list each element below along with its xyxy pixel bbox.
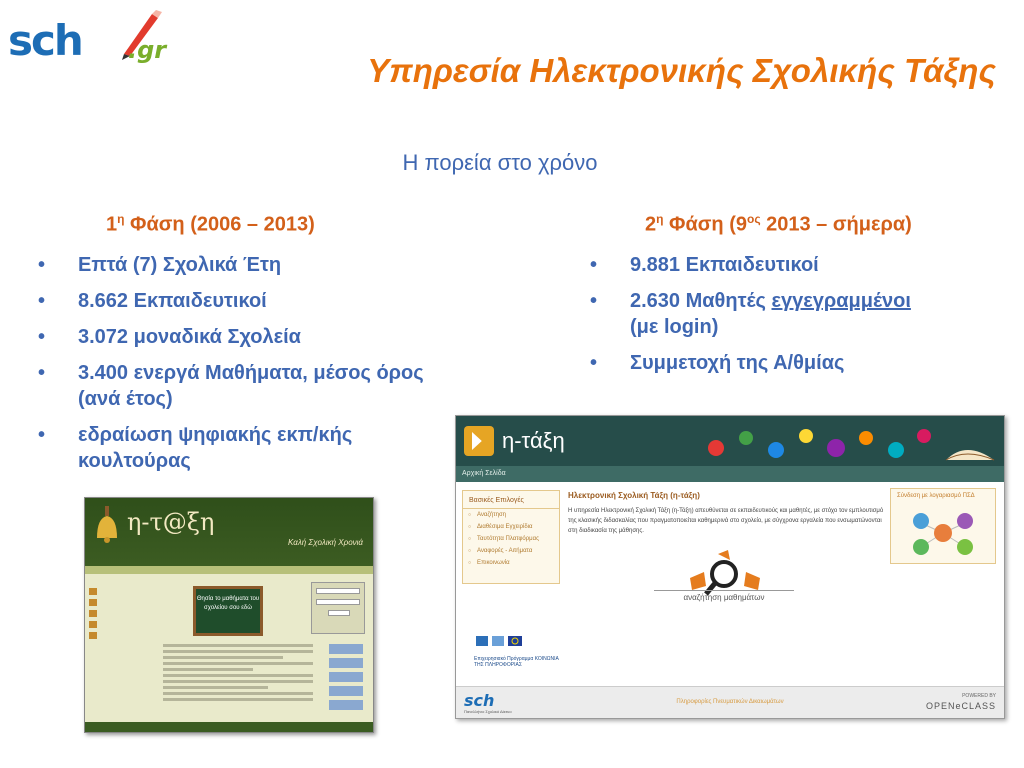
sidebar-item: [89, 597, 155, 608]
login-link[interactable]: Σύνδεση: [897, 493, 921, 499]
bullet-icon: •: [590, 290, 598, 312]
bullet-icon: •: [590, 352, 598, 374]
logo-gr-text: .gr: [128, 36, 167, 64]
new-site-footer: [456, 686, 1004, 719]
phase1-number: 1: [106, 213, 118, 236]
bullet-text: Συμμετοχή της Α/θμίας: [630, 352, 845, 374]
old-site-sidebar: [89, 586, 155, 641]
phase1-bullets: [38, 252, 438, 484]
menu-item-search[interactable]: ○ Αναζήτηση: [463, 509, 559, 521]
old-site-footer: [85, 722, 373, 732]
powered-by-label: POWERED BY: [962, 693, 996, 699]
new-site-heading: Ηλεκτρονική Σχολική Τάξη (η-τάξη): [568, 491, 700, 500]
phase2-range-end: 2013 – σήμερα): [760, 213, 912, 236]
old-site-login-box: [311, 582, 365, 634]
list-item: [38, 324, 438, 350]
bullet-text: εδραίωση ψηφιακής εκπ/κής κουλτούρας: [78, 424, 353, 472]
bell-icon: [93, 506, 121, 546]
phase2-bullets: [590, 252, 990, 386]
menu-item-reports[interactable]: ○ Αναφορές - Αιτήματα: [463, 545, 559, 557]
play-logo-icon: [464, 426, 494, 456]
bullet-icon: •: [38, 254, 46, 276]
login-text: [891, 489, 995, 503]
phase2-range-start: Φάση (9: [663, 213, 747, 236]
list-item: [590, 252, 990, 278]
bullet-icon: •: [590, 254, 598, 276]
list-item: [38, 422, 418, 474]
new-site-screenshot: [455, 415, 1005, 719]
bullet-icon: •: [38, 290, 46, 312]
sidebar-item: [89, 586, 155, 597]
list-item: [38, 288, 438, 314]
menu-title: Βασικές Επιλογές: [463, 491, 559, 509]
footer-sch-logo[interactable]: sch: [464, 691, 495, 710]
login-account-text: με λογαριασμό ΠΣΔ: [920, 493, 975, 499]
bullet-text: 3.400 ενεργά Μαθήματα, μέσος όρος (ανά έτος): [78, 362, 424, 410]
users-network-icon: [891, 503, 995, 559]
old-site-tagline: Καλή Σχολική Χρονιά: [288, 538, 363, 547]
list-item: [38, 360, 438, 412]
bullet-text: 2.630 Μαθητές: [630, 290, 772, 312]
login-box: [890, 488, 996, 564]
registered-word: εγγεγραμμένοι: [771, 290, 911, 312]
bullet-text-login: (με login): [630, 316, 719, 338]
chalkboard: Θησία το μαθήματα του σχολείου σου εδώ: [193, 586, 263, 636]
menu-item-manuals[interactable]: ○ Διαθέσιμα Εγχειρίδια: [463, 521, 559, 533]
menu-item-platform[interactable]: ○ Ταυτότητα Πλατφόρμας: [463, 533, 559, 545]
bullet-text: 8.662 Εκπαιδευτικοί: [78, 290, 267, 312]
page-subtitle: Η πορεία στο χρόνο: [402, 150, 598, 175]
logo-sch-text: sch: [8, 16, 82, 65]
openeclass-logo[interactable]: OPENeCLASS: [925, 701, 996, 711]
list-item: [590, 350, 990, 376]
bullet-text: Επτά (7) Σχολικά Έτη: [78, 254, 282, 276]
phase1-ordinal: η: [117, 212, 125, 226]
list-item: [590, 288, 990, 340]
sidebar-item: [89, 619, 155, 630]
sidebar-item: [89, 608, 155, 619]
page-title: Υπηρεσία Ηλεκτρονικής Σχολικής Τάξης: [367, 52, 996, 89]
bullet-text: 9.881 Εκπαιδευτικοί: [630, 254, 819, 276]
education-icons-decoration: [696, 420, 996, 464]
phase1-range: Φάση (2006 – 2013): [124, 213, 315, 236]
phase2-ordinal: η: [656, 212, 664, 226]
copyright-link[interactable]: Πληροφορίες Πνευματικών Δικαιωμάτων: [676, 699, 784, 705]
old-site-screenshot: [84, 497, 374, 733]
new-site-logo: η-τάξη: [502, 428, 565, 453]
menu-item-contact[interactable]: ○ Επικοινωνία: [463, 557, 559, 569]
list-item: [38, 252, 438, 278]
bullet-icon: •: [38, 424, 46, 446]
old-site-header: [85, 498, 373, 566]
new-site-header: [456, 416, 1004, 466]
course-search-label[interactable]: αναζήτηση μαθημάτων: [654, 590, 794, 602]
bullet-text: 3.072 μοναδικά Σχολεία: [78, 326, 301, 348]
bullet-icon: •: [38, 326, 46, 348]
new-site-description: Η υπηρεσία Ηλεκτρονική Σχολική Τάξη (η-Τάξη) απευθύνεται σε εκπαιδευτικούς και μαθητές, με στόχο τον εμπλουτισμό της κλασικής διδασκαλίας που πραγματοποιείται καθημερινά στο σχολείο, με σύγχρονα εργαλεία που ενσωματώνονται στη διαδικασία της μάθησης.: [568, 508, 884, 534]
phase2-number: 2: [645, 213, 657, 236]
sch-logo: [8, 10, 188, 70]
sidebar-item: [89, 630, 155, 641]
footer-sch-subtitle: Πανελλήνιο Σχολικό Δίκτυο: [464, 709, 512, 714]
old-site-menubar: [85, 566, 373, 574]
main-options-menu: [462, 490, 560, 584]
breadcrumb[interactable]: Αρχική Σελίδα: [456, 466, 1004, 482]
phase2-title: [645, 212, 912, 237]
phase1-title: [106, 212, 315, 237]
phase2-month-ordinal: ος: [746, 212, 761, 226]
bullet-icon: •: [38, 362, 46, 384]
old-site-logo: η-τ@ξη: [127, 508, 215, 536]
old-site-text-lines: [163, 644, 313, 704]
old-site-content: [85, 574, 373, 722]
program-text: Επιχειρησιακό Πρόγραμμα ΚΟΙΝΩΝΙΑ ΤΗΣ ΠΛΗΡΟΦΟΡΙΑΣ: [474, 656, 559, 668]
